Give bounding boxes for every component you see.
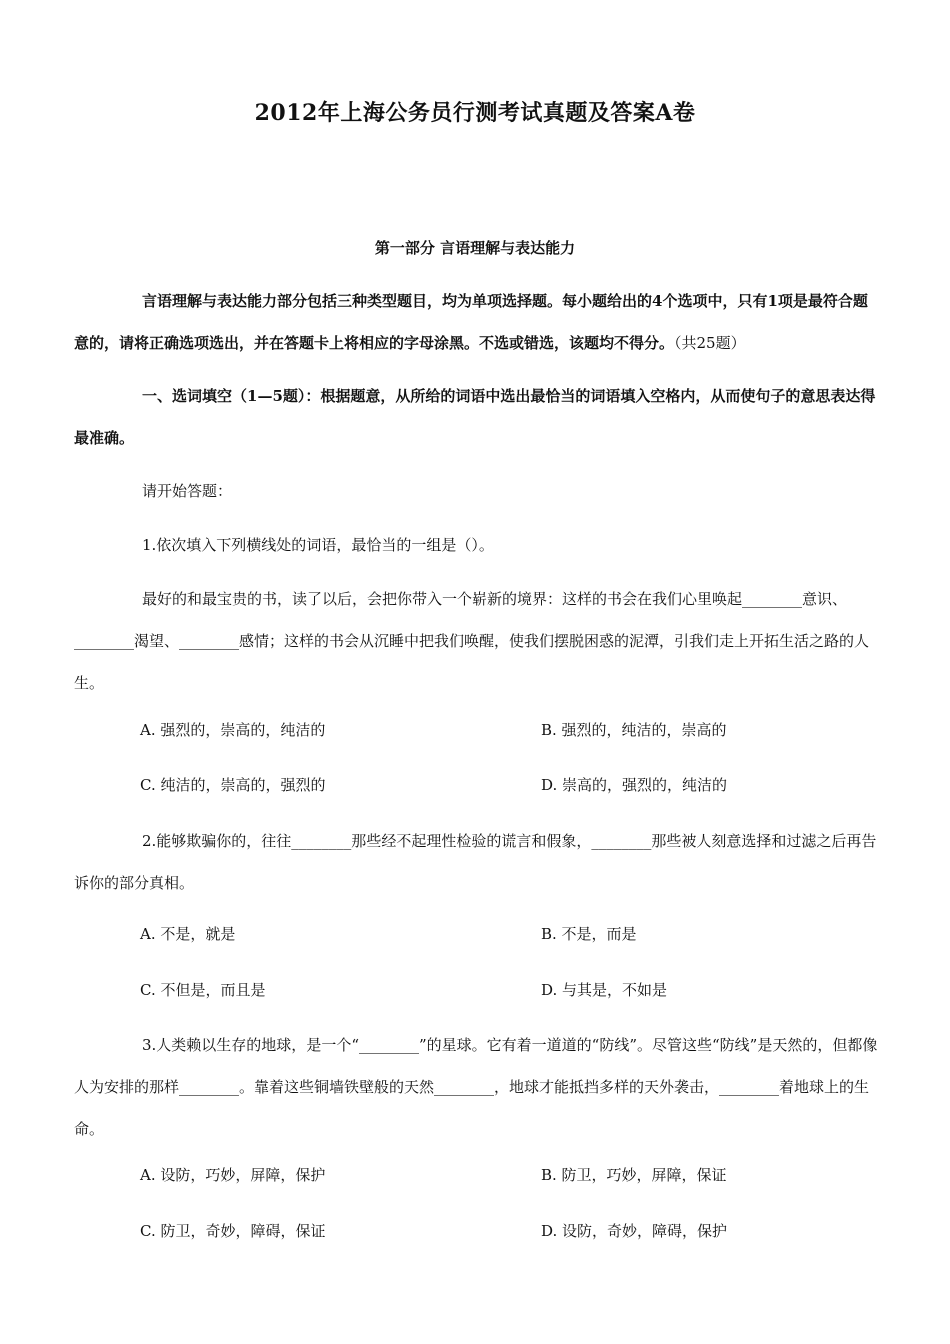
question-3-stem: 3.人类赖以生存的地球，是一个“________”的星球。它有着一道道的“防线”。尽管这些“防线”是天然的，但都像人为安排的那样________。靠着这些铜墙铁壁般的天然________，地球才能抵挡多样的天外袭击，________着地球上的生命。 [74,1036,878,1138]
intro-paragraph [74,280,880,364]
question-2-option-d: D. 与其是，不如是 [541,981,668,999]
question-2-stem: 2.能够欺骗你的，往往________那些经不起理性检验的谎言和假象，________那些被人刻意选择和过滤之后再告诉你的部分真相。 [74,832,877,892]
question-1-option-a: A. 强烈的，崇高的，纯洁的 [140,721,326,739]
question-3-option-a: A. 设防，巧妙，屏障，保护 [140,1166,326,1184]
section-title: 第一部分 言语理解与表达能力 [374,239,576,257]
intro-note: （共25题） [674,334,746,352]
question-2-option-b: B. 不是，而是 [541,925,637,943]
question-1-option-c: C. 纯洁的，崇高的，强烈的 [140,776,326,794]
question-1-stem: 1.依次填入下列横线处的词语，最恰当的一组是（）。 [142,536,494,554]
document-title: 2012年上海公务员行测考试真题及答案A卷 [254,100,696,126]
question-1-option-d: D. 崇高的，强烈的，纯洁的 [541,776,728,794]
question-1-passage: 最好的和最宝贵的书，读了以后，会把你带入一个崭新的境界：这样的书会在我们心里唤起________意识、________渴望、________感情；这样的书会从沉睡中把我们唤醒，使我们摆脱困惑的泥潭，引我们走上开拓生活之路的人生。 [74,590,870,692]
intro-text: 言语理解与表达能力部分包括三种类型题目，均为单项选择题。每小题给出的4个选项中，只有1项是最符合题意的，请将正确选项选出，并在答题卡上将相应的字母涂黑。不选或错选，该题均不得分。 [74,292,868,352]
part-one-instruction: 一、选词填空（1—5题）：根据题意，从所给的词语中选出最恰当的词语填入空格内，从而使句子的意思表达得最准确。 [74,387,876,447]
question-2-option-a: A. 不是，就是 [140,925,236,943]
question-3-option-d: D. 设防，奇妙，障碍，保护 [541,1222,728,1240]
question-3-option-b: B. 防卫，巧妙，屏障，保证 [541,1166,727,1184]
question-1-option-b: B. 强烈的，纯洁的，崇高的 [541,721,727,739]
question-3-option-c: C. 防卫，奇妙，障碍，保证 [140,1222,326,1240]
question-2-option-c: C. 不但是，而且是 [140,981,266,999]
start-prompt: 请开始答题： [142,482,233,500]
